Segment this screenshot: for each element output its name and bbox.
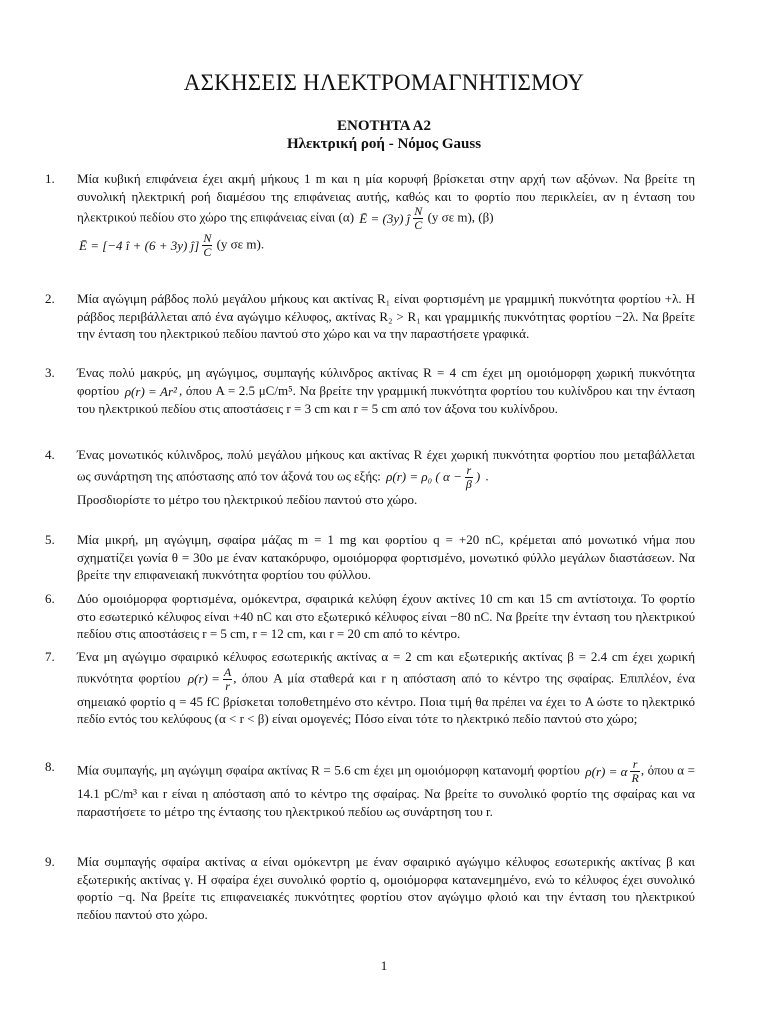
problem-6 [45,590,695,643]
equation-field-b: Ē = [−4 î + (6 + 3y) ĵ] [79,237,200,253]
section-subheading: Ηλεκτρική ροή - Νόμος Gauss [286,136,482,152]
problem-number: 2. [45,291,55,306]
problem-text: Μία κυβική επιφάνεια έχει ακμή μήκους 1 m και η μία κορυφή βρίσκεται στην αρχή των αξόνων. Να βρείτε τη συνολική ηλεκτρική ροή διαμέσου της επιφάνειας αυτής, καθώς και το φορτίο που περικλείει, αν η ένταση του ηλεκτρικού πεδίου στο χώρο της επιφάνειας είναι (α) Ē = (3y) ĵ $\frac{N}{C}$ (y σε m), (β) Ē = [−4 î + (6 + 3y) ĵ] $\frac{N}{C}$ (y σε m). [77,171,695,259]
equation-field-a: Ē = (3y) ĵ [359,210,411,226]
section-heading: ΕΝΟΤΗΤΑ Α2 [337,118,431,134]
problem-number: 7. [45,649,55,664]
problem-number: 3. [45,365,55,380]
section-header [0,117,768,153]
problem-8 [45,757,695,820]
problem-text: Μία αγώγιμη ράβδος πολύ μεγάλου μήκους και ακτίνας R₁ είναι φορτισμένη με γραμμική πυκνότητα φορτίου +λ. Η ράβδος περιβάλλεται από ένα αγώγιμο κέλυφος, ακτίνας R₂ > R₁ και γραμμικής πυκνότητας φορτίου −2λ. Να βρείτε την ένταση του ηλεκτρικού πεδίου παντού στο χώρο και να την παραστήσετε γραφικά. [77,291,695,341]
problem-text: Ένας μονωτικός κύλινδρος, πολύ μεγάλου μήκους και ακτίνας R έχει χωρική πυκνότητα φορτίου που μεταβάλλεται ως συνάρτηση της απόστασης από τον άξονά του ως εξής: ρ(r) = ρ₀ ( α − $\frac{r}{\beta}$ ) . Προσδιορίστε το μέτρο του ηλεκτρικού πεδίου παντού στο χώρο. [77,447,695,507]
problem-3 [45,364,696,418]
problem-9 [45,853,695,923]
page-number: 1 [380,958,388,973]
problem-2 [45,290,695,343]
problem-number: 6. [45,591,55,606]
problem-7 [45,648,696,728]
problem-text: Μία συμπαγής σφαίρα ακτίνας α είναι ομόκεντρη με έναν σφαιρικό αγώγιμο κέλυφος εσωτερικής ακτίνας β και εξωτερικής ακτίνας γ. Η σφαίρα έχει συνολικό φορτίο q, ομοιόμορφα κατανεμημένο, ενώ το κέλυφος έχει συνολικό φορτίο −q. Να βρείτε τις επιφανειακές πυκνότητες φορτίου στον αγώγιμο φλοιό και την ένταση του ηλεκτρικού πεδίου παντού στο χώρο. [77,854,695,922]
problem-number: 4. [45,447,55,462]
problem-number: 9. [45,854,55,869]
unit-fraction: $\frac{N}{C}$ [414,204,423,232]
unit-fraction: $\frac{N}{C}$ [203,231,212,259]
equation-density: ρ(r) = ρ₀ ( α − [386,469,462,485]
problem-text: Μία συμπαγής, μη αγώγιμη σφαίρα ακτίνας R = 5.6 cm έχει μη ομοιόμορφη κατανομή φορτίου ρ(r) = α $\frac{r}{R}$ , όπου α = 14.1 pC/m³ και r είναι η απόσταση από το κέντρο της σφαίρας. Να βρείτε το συνολικό φορτίο της σφαίρας και να παραστήσετε το μέτρο της έντασης του ηλεκτρικού πεδίου ως συνάρτηση του r. [77,757,695,819]
equation-fraction: $\frac{A}{r}$ [223,664,232,693]
equation-fraction: $\frac{r}{\beta}$ [465,462,472,491]
problem-text: Μία μικρή, μη αγώγιμη, σφαίρα μάζας m = 1 mg και φορτίου q = +20 nC, κρέμεται από μονωτικό νήμα που σχηματίζει γωνία θ = 30ο με έναν κατακόρυφο, ομοιόμορφα φορτισμένο, μονωτικό φύλλο μεγάλων διαστάσεων. Να βρείτε την επιφανειακή πυκνότητα φορτίου του φύλλου. [77,532,695,582]
equation-fraction: $\frac{r}{R}$ [631,757,639,785]
equation-density: ρ(r) = [187,671,220,687]
equation-density: ρ(r) = Ar² [124,383,177,399]
problem-number: 8. [45,759,55,774]
problem-text: Δύο ομοιόμορφα φορτισμένα, ομόκεντρα, σφαιρικά κελύφη έχουν ακτίνες 10 cm και 15 cm αντίστοιχα. Το φορτίο στο εσωτερικό κέλυφος είναι +40 nC και στο εξωτερικό κέλυφος είναι −80 nC. Να βρείτε την ένταση του ηλεκτρικού πεδίου στις αποστάσεις r = 5 cm, r = 12 cm, και r = 20 cm από το κέντρο. [77,591,695,641]
problem-text: Ένα μη αγώγιμο σφαιρικό κέλυφος εσωτερικής ακτίνας α = 2 cm και εξωτερικής ακτίνας β = 2.4 cm έχει χωρική πυκνότητα φορτίου ρ(r) = $\frac{A}{r}$ , όπου A μία σταθερά και r η απόσταση από το κέντρο της σφαίρας. Επιπλέον, ένα σημειακό φορτίο q = 45 fC βρίσκεται τοποθετημένο στο κέντρο. Ποια τιμή θα πρέπει να έχει το A ώστε το ηλεκτρικό πεδίο εντός του κελύφους (α < r < β) είναι ομογενές; Πόσο είναι τότε το ηλεκτρικό πεδίο παντού στο χώρο; [77,649,696,726]
document-title: ΑΣΚΗΣΕΙΣ ΗΛΕΚΤΡΟΜΑΓΝΗΤΙΣΜΟΥ [183,70,585,95]
problem-1 [45,170,695,259]
equation-density: ρ(r) = α [585,763,628,779]
problem-number: 1. [45,171,55,186]
problem-4 [45,446,695,508]
problem-5 [45,531,695,584]
problem-number: 5. [45,532,55,547]
problem-text: Ένας πολύ μακρύς, μη αγώγιμος, συμπαγής κύλινδρος ακτίνας R = 4 cm έχει μη ομοιόμορφη χωρική πυκνότητα φορτίου ρ(r) = Ar² , όπου A = 2.5 μC/m⁵. Να βρείτε την γραμμική πυκνότητα φορτίου του κυλίνδρου και την ένταση του ηλεκτρικού πεδίου στις αποστάσεις r = 3 cm και r = 5 cm από τον άξονα του κυλίνδρου. [77,365,696,417]
